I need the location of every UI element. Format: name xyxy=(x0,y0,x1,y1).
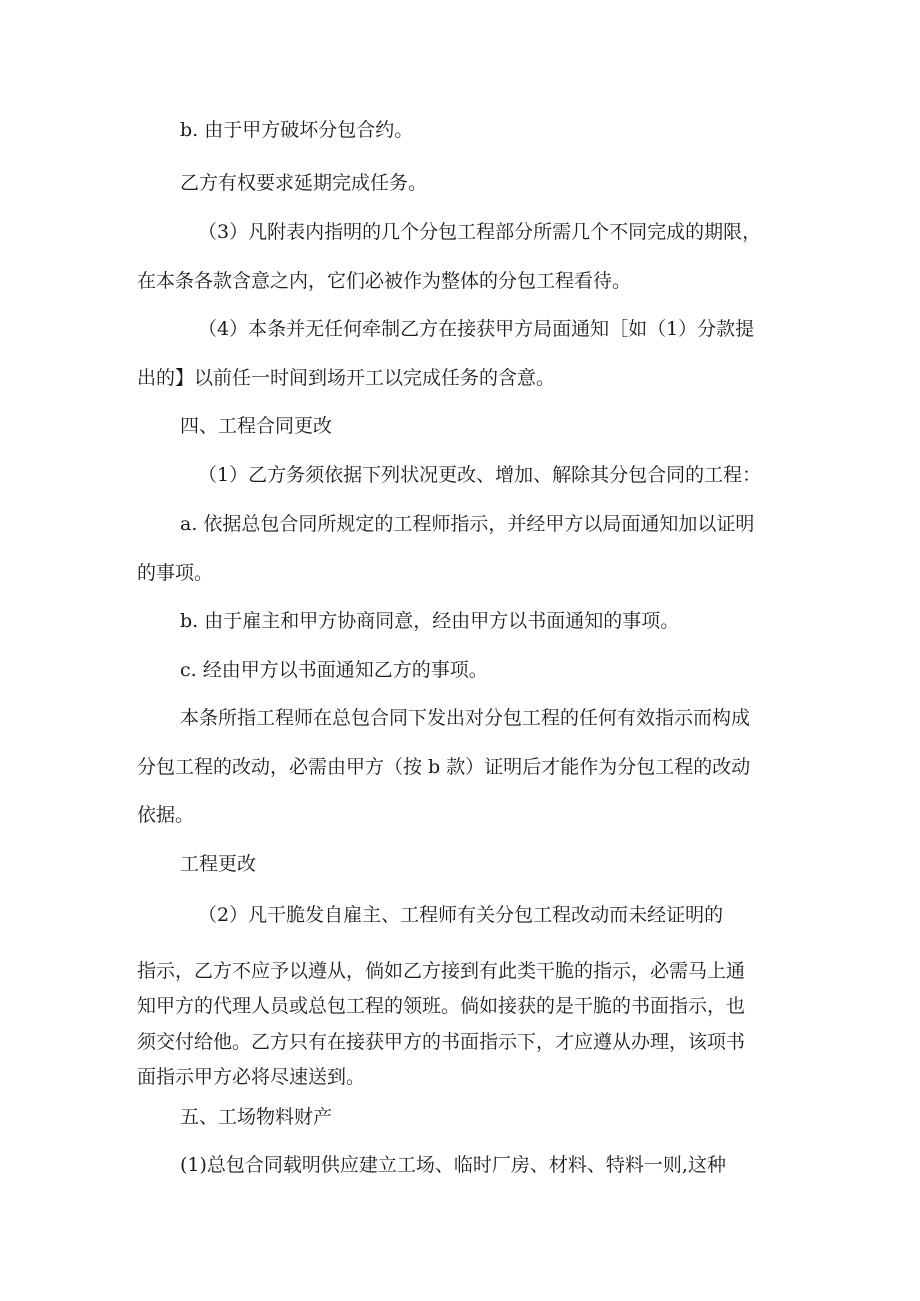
paragraph-line: （3）凡附表内指明的几个分包工程部分所需几个不同完成的期限， xyxy=(198,221,762,243)
paragraph-line: b. 由于雇主和甲方协商同意，经由甲方以书面通知的事项。 xyxy=(180,610,680,632)
paragraph-line: 出的】以前任一时间到场开工以完成任务的含意。 xyxy=(137,367,556,389)
paragraph-line: （4）本条并无任何牵制乙方在接获甲方局面通知［如（1）分款提 xyxy=(198,318,755,340)
paragraph-line: 知甲方的代理人员或总包工程的领班。倘如接获的是干脆的书面指示，也 xyxy=(137,995,746,1017)
paragraph-line: 须交付给他。乙方只有在接获甲方的书面指示下，才应遵从办理，该项书 xyxy=(137,1031,746,1053)
paragraph-line: a. 依据总包合同所规定的工程师指示，并经甲方以局面通知加以证明 xyxy=(180,513,755,535)
paragraph-line: 的事项。 xyxy=(137,562,214,584)
paragraph-line: 面指示甲方必将尽速送到。 xyxy=(137,1066,366,1088)
section-heading: 五、工场物料财产 xyxy=(180,1106,333,1128)
paragraph-line: 依据。 xyxy=(137,804,195,826)
paragraph-line: c. 经由甲方以书面通知乙方的事项。 xyxy=(180,659,488,681)
paragraph-line: b. 由于甲方破坏分包合约。 xyxy=(180,119,414,141)
paragraph-line: （1）乙方务须依据下列状况更改、增加、解除其分包合同的工程： xyxy=(198,464,762,486)
paragraph-line: (1)总包合同载明供应建立工场、临时厂房、材料、特料一则,这种 xyxy=(180,1154,726,1176)
paragraph-line: 在本条各款含意之内，它们必被作为整体的分包工程看待。 xyxy=(137,270,632,292)
section-heading: 工程更改 xyxy=(180,853,257,875)
paragraph-line: 指示，乙方不应予以遵从，倘如乙方接到有此类干脆的指示，必需马上通 xyxy=(137,960,746,982)
paragraph-line: （2）凡干脆发自雇主、工程师有关分包工程改动而未经证明的 xyxy=(198,904,724,926)
section-heading: 四、工程合同更改 xyxy=(180,415,333,437)
paragraph-line: 分包工程的改动，必需由甲方（按 b 款）证明后才能作为分包工程的改动 xyxy=(137,756,751,778)
paragraph-line: 本条所指工程师在总包合同下发出对分包工程的任何有效指示而构成 xyxy=(180,707,751,729)
paragraph-line: 乙方有权要求延期完成任务。 xyxy=(180,172,428,194)
